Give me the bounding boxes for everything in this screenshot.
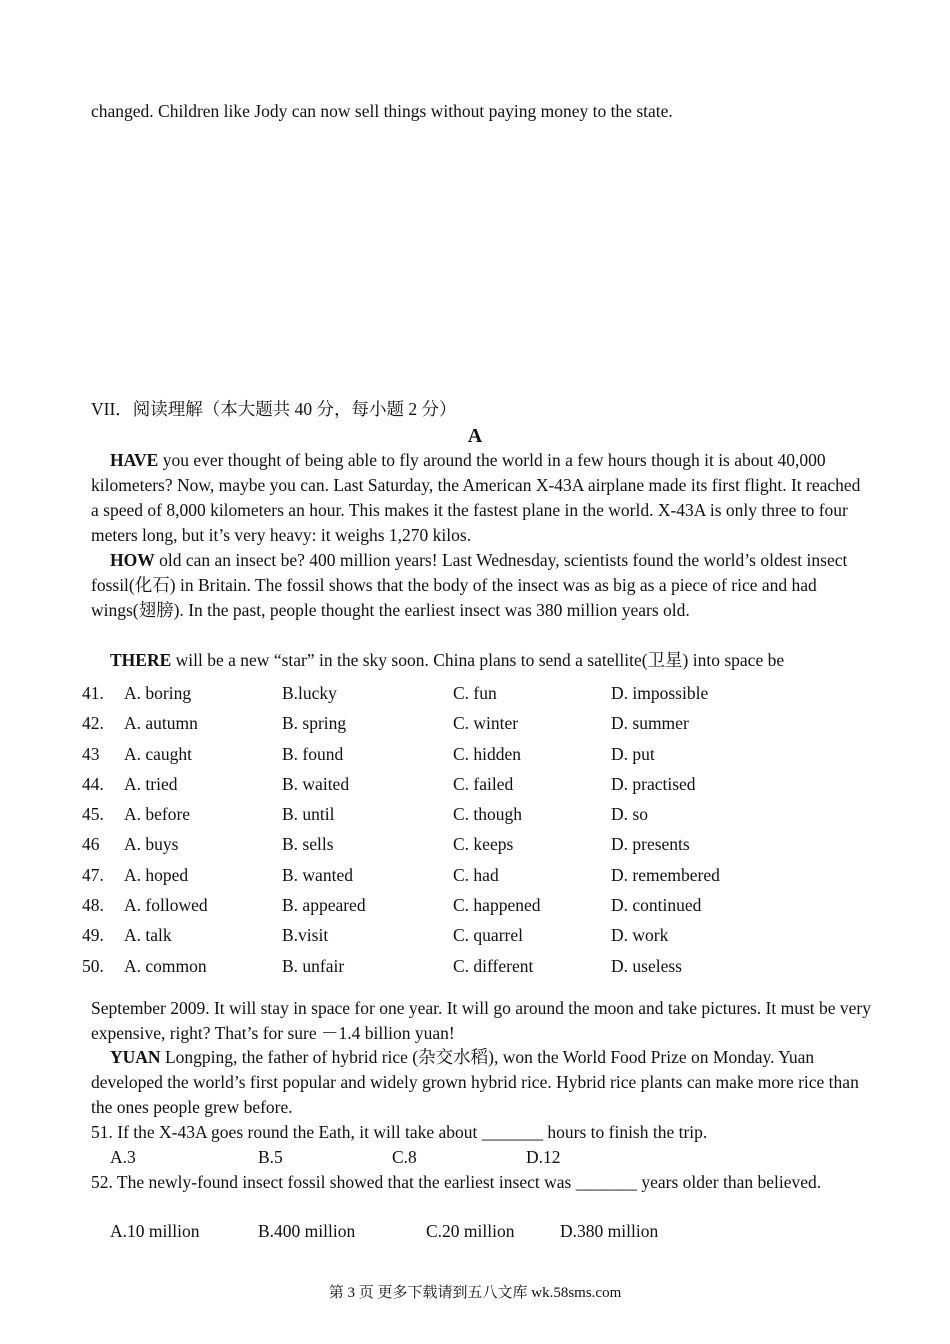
option-d: D. work — [611, 925, 669, 946]
option-a: A. talk — [124, 925, 172, 946]
option-c: C. fun — [453, 683, 497, 703]
option-row — [80, 771, 880, 801]
section-title: VII．阅读理解（本大题共 40 分，每小题 2 分） — [91, 399, 457, 419]
option-c: C. hidden — [453, 743, 522, 764]
question-number: 47. — [82, 864, 104, 885]
option-c: C. though — [453, 804, 523, 825]
option-row — [80, 953, 880, 983]
option-a: A. autumn — [124, 713, 198, 734]
option-d: D. continued — [611, 895, 702, 916]
paragraph-lead: HOW — [110, 550, 155, 570]
option-a: A. before — [124, 804, 191, 825]
paragraph-lead: THERE — [110, 650, 172, 670]
option-row — [80, 892, 880, 922]
option-d: D. put — [611, 743, 655, 764]
option-b: B.lucky — [282, 683, 337, 703]
question-number: 44. — [82, 773, 104, 794]
choice-d: D.12 — [526, 1147, 561, 1167]
option-row — [80, 831, 880, 861]
choice-b: B.5 — [258, 1147, 283, 1167]
option-row — [80, 680, 880, 710]
option-c: C. happened — [453, 895, 541, 916]
question-52-choices — [0, 1219, 950, 1244]
option-b: B. until — [282, 804, 335, 825]
option-c: C. failed — [453, 773, 514, 794]
option-c: C. keeps — [453, 834, 514, 855]
choice-c: C.20 million — [426, 1221, 515, 1241]
option-a: A. boring — [124, 683, 192, 703]
option-b: B. sells — [282, 834, 334, 855]
option-a: A. hoped — [124, 864, 189, 885]
option-a: A. tried — [124, 773, 178, 794]
question-number: 50. — [82, 955, 104, 976]
option-a: A. common — [124, 955, 207, 976]
option-row — [80, 741, 880, 771]
option-a: A. buys — [124, 834, 179, 855]
option-b: B.visit — [282, 925, 329, 946]
option-d: D. presents — [611, 834, 690, 855]
option-d: D. impossible — [611, 683, 709, 703]
option-b: B. wanted — [282, 864, 353, 885]
paragraph-how — [91, 548, 871, 623]
paragraph-lead: HAVE — [110, 450, 159, 470]
passage-label: A — [467, 425, 483, 447]
question-number: 43 — [82, 743, 100, 764]
option-c: C. winter — [453, 713, 519, 734]
question-number: 46 — [82, 834, 100, 855]
choice-d: D.380 million — [560, 1221, 659, 1241]
option-b: B. unfair — [282, 955, 345, 976]
option-b: B. waited — [282, 773, 350, 794]
paragraph-have — [91, 448, 871, 548]
option-d: D. summer — [611, 713, 689, 734]
question-number: 41. — [82, 683, 104, 703]
option-row — [80, 801, 880, 831]
paragraph-lead: YUAN — [110, 1047, 161, 1067]
page-footer: 第 3 页 更多下载请到五八文库 wk.58sms.com — [328, 1285, 622, 1301]
option-b: B. spring — [282, 713, 347, 734]
option-row — [80, 710, 880, 740]
option-b: B. found — [282, 743, 344, 764]
continued-text: changed. Children like Jody can now sell things without paying money to the state. — [91, 101, 673, 121]
option-d: D. so — [611, 804, 648, 825]
option-row — [80, 922, 880, 952]
option-d: D. useless — [611, 955, 682, 976]
option-b: B. appeared — [282, 895, 366, 916]
paragraph-there — [91, 648, 891, 673]
paragraph-yuan — [91, 1045, 871, 1120]
option-c: C. different — [453, 955, 534, 976]
option-a: A. followed — [124, 895, 208, 916]
paragraph-there-continued: September 2009. It will stay in space for one year. It will go around the moon and take pictures. It must be very expensive, right? That’s for sure －1.4 billion yuan! — [91, 998, 872, 1043]
option-d: D. practised — [611, 773, 696, 794]
paragraph-text: old can an insect be? 400 million years! Last Wednesday, scientists found the world’s oldest insect fossil(化石) in Britain. The fossil shows that the body of the insect was as big as a piece of rice and had wings(翅膀). In the past, people thought the earliest insect was 380 million years old. — [91, 550, 848, 620]
question-number: 48. — [82, 895, 104, 916]
option-d: D. remembered — [611, 864, 720, 885]
question-number: 42. — [82, 713, 104, 734]
paragraph-text: you ever thought of being able to fly around the world in a few hours though it is about 40,000 kilometers? Now, maybe you can. Last Saturday, the American X-43A airplane made its first flight. It reached a speed of 8,000 kilometers an hour. This makes it the fastest plane in the world. X-43A is only three to four meters long, but it’s very heavy: it weighs 1,270 kilos. — [91, 450, 861, 545]
option-c: C. had — [453, 864, 499, 885]
choice-b: B.400 million — [258, 1221, 356, 1241]
question-number: 49. — [82, 925, 104, 946]
question-51: 51. If the X-43A goes round the Eath, it will take about _______ hours to finish the trip. — [91, 1122, 708, 1142]
question-number: 45. — [82, 804, 104, 825]
choice-a: A.3 — [110, 1147, 136, 1167]
choice-c: C.8 — [392, 1147, 417, 1167]
option-c: C. quarrel — [453, 925, 523, 946]
question-51-choices — [0, 1145, 950, 1170]
option-row — [80, 862, 880, 892]
paragraph-text: will be a new “star” in the sky soon. China plans to send a satellite(卫星) into space be — [171, 650, 785, 670]
option-a: A. caught — [124, 743, 193, 764]
paragraph-text: Longping, the father of hybrid rice (杂交水稻), won the World Food Prize on Monday. Yuan developed the world’s first popular and widely grown hybrid rice. Hybrid rice plants can make more rice than the ones people grew before. — [91, 1047, 859, 1117]
question-52: 52. The newly-found insect fossil showed that the earliest insect was _______ years older than believed. — [91, 1172, 822, 1192]
cloze-options — [80, 680, 880, 983]
choice-a: A.10 million — [110, 1221, 200, 1241]
